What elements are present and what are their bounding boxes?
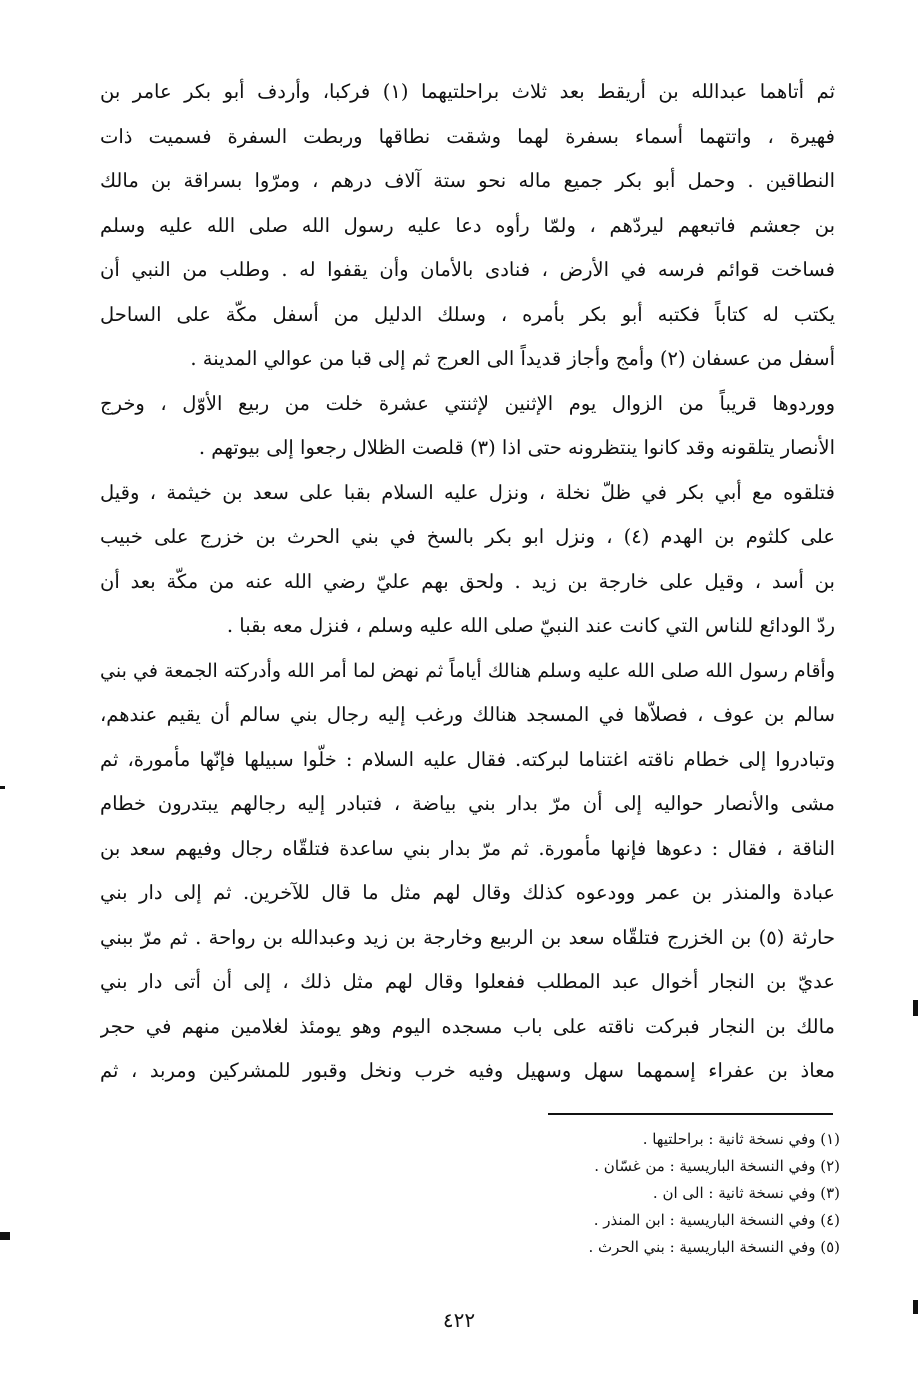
scan-edge-mark	[913, 1000, 918, 1016]
text-line: النطاقين . وحمل أبو بكر جميع ماله نحو ستة آلاف درهم ، ومرّوا بسراقة بن مالك	[100, 169, 835, 192]
text-line: حارثة (٥) بن الخزرج فتلقّاه سعد بن الربيع وخارجة بن زيد وعبدالله بن رواحة . ثم مرّ ببني	[100, 925, 835, 949]
footnote: (١) وفي نسخة ثانية : براحلتيها .	[642, 1130, 840, 1148]
text-line: عديّ بن النجار أخوال عبد المطلب ففعلوا وقال لهم مثل ذلك ، إلى أن أتى دار بني	[100, 970, 835, 993]
text-line: الأنصار يتلقونه وقد كانوا ينتظرونه حتى اذا (٣) قلصت الظلال رجعوا إلى بيوتهم .	[198, 436, 835, 459]
text-line: وأقام رسول الله صلى الله عليه وسلم هنالك أياماً ثم نهض لما أمر الله وأدركته الجمعة في بني	[100, 659, 835, 682]
scan-edge-mark	[0, 786, 5, 789]
footnote: (٢) وفي النسخة الباريسية : من غسّان .	[594, 1157, 840, 1175]
text-line: عبادة والمنذر بن عمر وودعوه كذلك وقال لهم مثل ما قال للآخرين. ثم إلى دار بني	[100, 881, 835, 904]
text-line: ثم أتاهما عبدالله بن أريقط بعد ثلاث براحلتيهما (١) فركبا، وأردف أبو بكر عامر بن	[100, 80, 835, 103]
footnotes-block	[500, 1126, 840, 1261]
text-line: ووردوها قريباً من الزوال يوم الإثنين لإثنتي عشرة خلت من ربيع الأوّل ، وخرج	[100, 391, 835, 415]
footnote-divider	[548, 1113, 833, 1115]
page-number: ٤٢٢	[442, 1308, 476, 1332]
text-line: فساخت قوائم فرسه في الأرض ، فنادى بالأمان وأن يقفوا له . وطلب من النبي أن	[100, 258, 835, 281]
text-line: مالك بن النجار فبركت ناقته على باب مسجده اليوم وهو يومئذ لغلامين منهم في حجر	[100, 1014, 835, 1038]
text-line: وتبادروا إلى خطام ناقته اغتناما لبركته. فقال عليه السلام : خلّوا سبيلها فإنّها مأمورة، ثم	[100, 747, 835, 771]
text-line: فتلقوه مع أبي بكر في ظلّ نخلة ، ونزل عليه السلام بقبا على سعد بن خيثمة ، وقيل	[100, 480, 835, 504]
text-line: سالم بن عوف ، فصلاّها في المسجد هنالك ورغب إليه رجال بني سالم أن يقيم عندهم،	[100, 703, 835, 726]
footnote: (٤) وفي النسخة الباريسية : ابن المنذر .	[593, 1211, 840, 1229]
text-line: يكتب له كتاباً فكتبه أبو بكر بأمره ، وسلك الدليل من أسفل مكّة على الساحل	[100, 302, 835, 326]
main-text-block	[100, 70, 835, 1094]
text-line: ردّ الودائع للناس التي كانت عند النبيّ صلى الله عليه وسلم ، فنزل معه بقبا .	[226, 614, 835, 637]
text-line: مشى والأنصار حواليه إلى أن مرّ بدار بني بياضة ، فتبادر إليه رجالهم يبتدرون خطام	[100, 792, 835, 815]
text-line: الناقة ، فقال : دعوها فإنها مأمورة. ثم مرّ بدار بني ساعدة فتلقّاه رجال وفيهم سعد بن	[100, 836, 835, 860]
text-line: بن أسد ، وقيل على خارجة بن زيد . ولحق بهم عليّ رضي الله عنه من مكّة بعد أن	[100, 569, 835, 593]
text-line: معاذ بن عفراء إسمهما سهل وسهيل وفيه خرب ونخل وقبور للمشركين ومربد ، ثم	[100, 1059, 835, 1082]
footnote: (٥) وفي النسخة الباريسية : بني الحرث .	[588, 1238, 840, 1256]
scan-edge-mark	[913, 1300, 918, 1314]
footnote: (٣) وفي نسخة ثانية : الى ان .	[652, 1184, 840, 1202]
scan-edge-mark	[0, 1232, 10, 1240]
text-line: بن جعشم فاتبعهم ليردّهم ، ولمّا رأوه دعا عليه رسول الله صلى الله عليه وسلم	[100, 213, 835, 237]
text-line: على كلثوم بن الهدم (٤) ، ونزل ابو بكر بالسخ في بني الحرث بن خزرج على خبيب	[100, 525, 835, 548]
text-line: فهيرة ، واتتهما أسماء بسفرة لهما وشقت نطاقها وربطت السفرة فسميت ذات	[100, 124, 835, 148]
text-line: أسفل من عسفان (٢) وأمج وأجاز قديداً الى العرج ثم إلى قبا من عوالي المدينة .	[190, 347, 835, 370]
